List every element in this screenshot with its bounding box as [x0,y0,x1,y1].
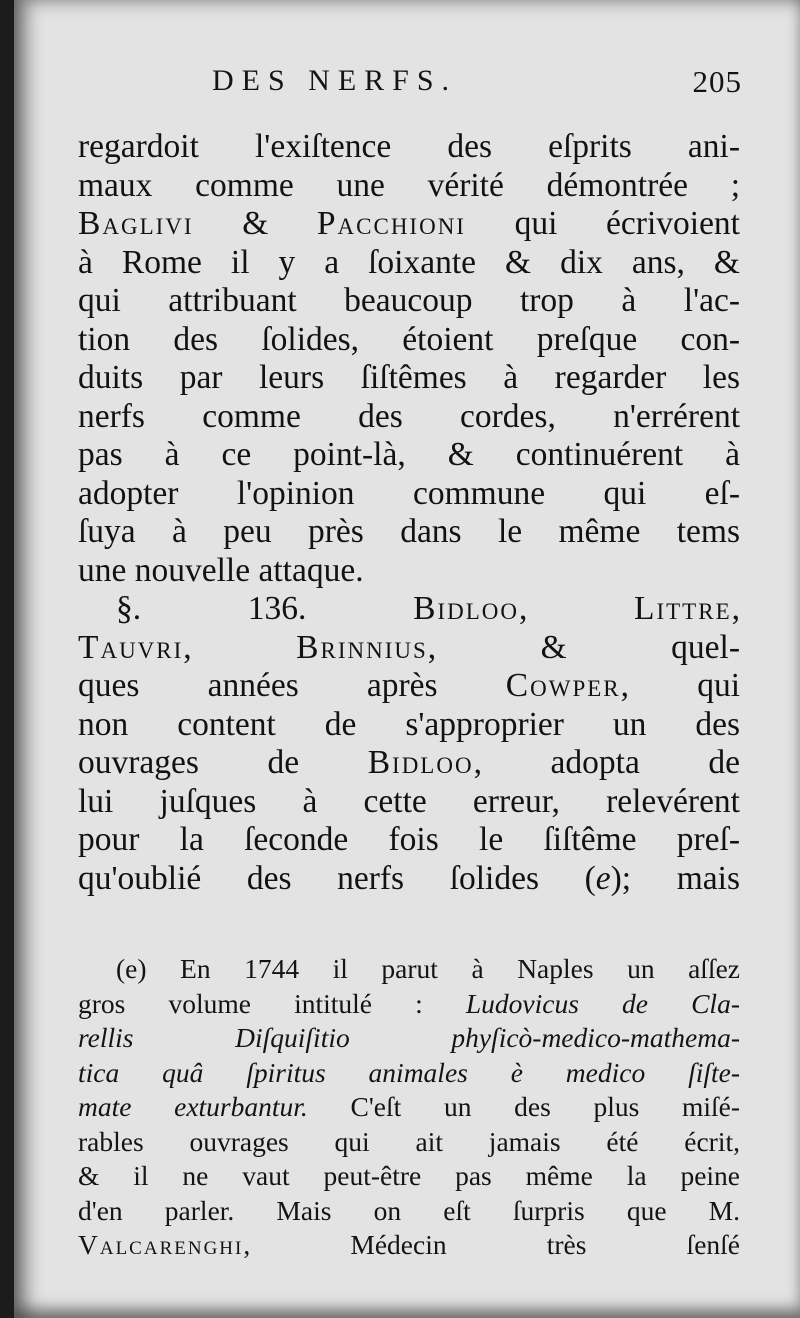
footnote-line: mate exturbantur. C'eſt un des plus miſé- [78,1091,740,1122]
text-line: Baglivi & Pacchioni qui écrivoient [78,205,740,242]
footnote-line: & il ne vaut peut-être pas même la peine [78,1160,740,1191]
text-line: adopter l'opinion commune qui eſ- [78,474,740,512]
text-line: Tauvri, Brinnius, & quel- [78,628,740,666]
text-line: regardoit l'exiſtence des eſprits ani- [78,128,740,165]
author-name: Littre [634,590,732,627]
book-title: rellis Diſquiſitio phyſicò-medico-mathema- [78,1022,740,1053]
footnote-line [78,1056,740,1091]
author-name: Baglivi [78,205,194,242]
footnote [78,952,740,1263]
footnote-line [78,1021,740,1056]
text-line: duits par leurs ſiſtêmes à regarder les [78,359,740,396]
text-line: ques années après Cowper, qui [78,667,740,704]
book-title: tica quâ ſpiritus animales è medico ſiſte- [78,1056,740,1088]
running-head: DES NERFS. [212,64,458,97]
text-line: qui attribuant beaucoup trop à l'ac- [78,282,740,319]
footnote-line: Valcarenghi, Médecin très ſenſé [78,1229,740,1260]
book-title: mate exturbantur. [78,1091,308,1122]
text-line: tion des ſolides, étoient preſque con- [78,320,740,358]
author-name: Cowper [505,667,621,704]
text-line: ouvrages de Bidloo, adopta de [78,744,740,781]
section-line: §. 136. Bidloo, Littre, [116,590,740,627]
author-name: Tauvri [78,628,184,666]
author-name: Brinnius [296,628,428,666]
text-line: une nouvelle attaque. [78,551,364,589]
author-name: Bidloo [367,744,474,781]
author-name: Valcarenghi [78,1229,244,1260]
main-text [78,128,740,898]
text-line: ſuya à peu près dans le même tems [78,513,740,550]
book-page [14,0,800,1318]
text-line: non content de s'approprier un des [78,705,740,743]
author-name: Bidloo [413,590,519,627]
footnote-line: (e) En 1744 il parut à Naples un aſſez [116,953,740,984]
section-number: §. 136. [116,590,414,627]
text-line: nerfs comme des cordes, n'errérent [78,397,740,435]
page-number: 205 [692,64,742,99]
text-line: pas à ce point-là, & continuérent à [78,436,740,473]
footnote-line: gros volume intitulé : Ludovicus de Cla- [78,987,740,1019]
text-line: à Rome il y a ſoixante & dix ans, & [78,243,740,281]
text-line: qu'oublié des nerfs ſolides (e); mais [78,859,740,897]
text-line: maux comme une vérité démontrée ; [78,166,740,204]
book-title: Ludovicus de Cla- [465,987,740,1019]
author-name: Pacchioni [316,205,466,242]
text-line: lui juſques à cette erreur, relevérent [78,782,740,820]
footnote-line: d'en parler. Mais on eſt ſurpris que M. [78,1194,740,1226]
footnote-line: rables ouvrages qui ait jamais été écrit, [78,1125,740,1157]
footnote-marker: e [595,859,611,897]
text-line: pour la ſeconde fois le ſiſtême preſ- [78,821,740,858]
